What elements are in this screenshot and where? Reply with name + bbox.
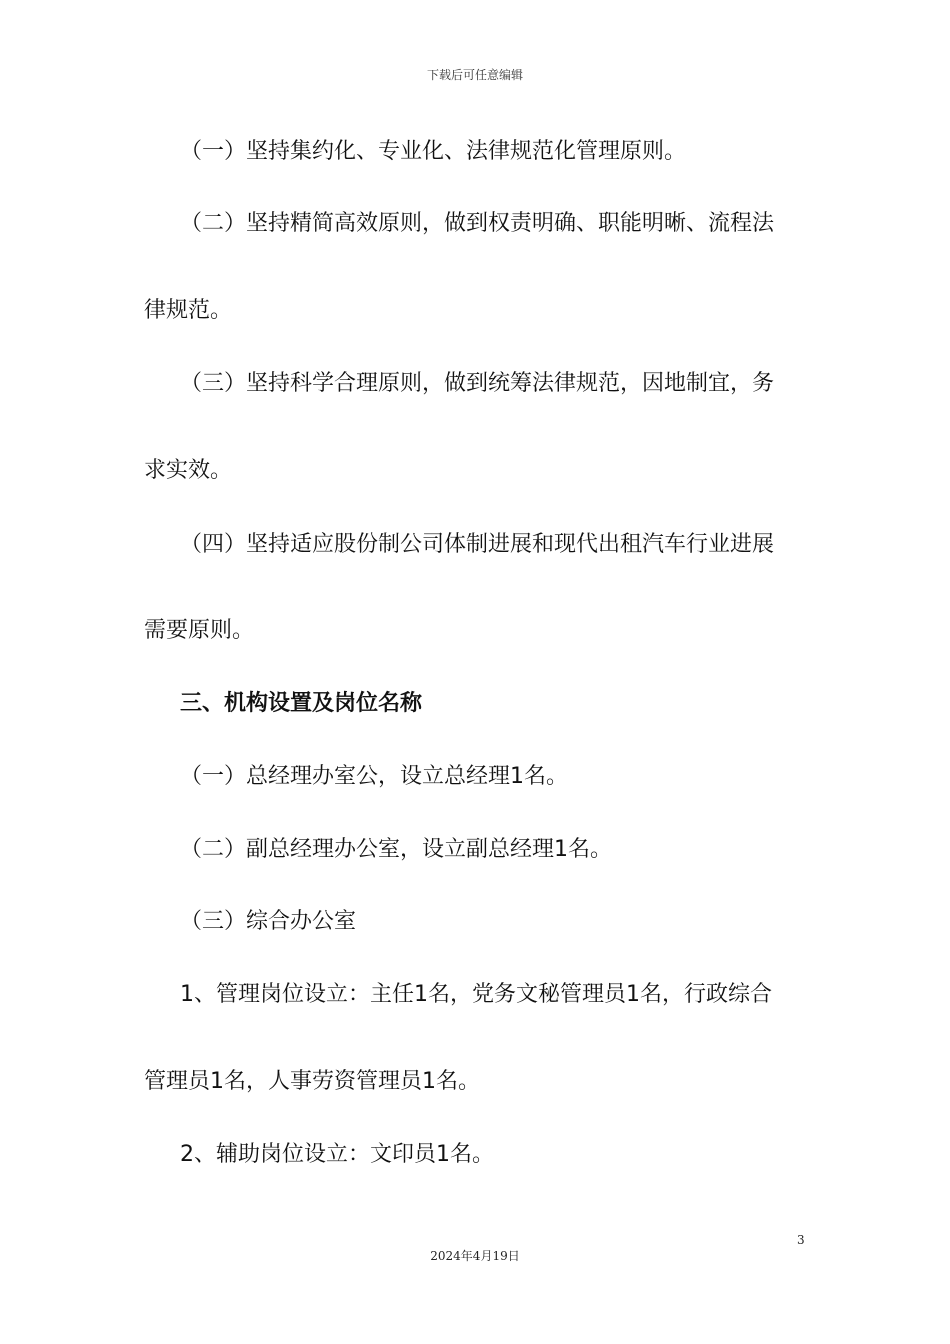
paragraph-general-office: （三）综合办公室 [180,909,357,934]
paragraph-management-posts-line-1: 1、管理岗位设立：主任1名，党务文秘管理员1名，行政综合 [180,982,772,1007]
section-heading-organization: 三、机构设置及岗位名称 [180,691,423,716]
paragraph-principle-3-line-1: （三）坚持科学合理原则，做到统筹法律规范，因地制宜，务 [180,371,775,396]
paragraph-management-posts-line-2: 管理员1名，人事劳资管理员1名。 [144,1069,480,1094]
paragraph-principle-4-line-1: （四）坚持适应股份制公司体制进展和现代出租汽车行业进展 [180,532,775,557]
paragraph-deputy-gm-office: （二）副总经理办公室，设立副总经理1名。 [180,837,612,862]
paragraph-auxiliary-posts: 2、辅助岗位设立：文印员1名。 [180,1142,494,1167]
paragraph-principle-3-line-2: 求实效。 [144,458,233,483]
page-number: 3 [797,1233,805,1247]
paragraph-principle-2-line-1: （二）坚持精简高效原则，做到权责明确、职能明晰、流程法 [180,211,775,236]
page-header-note: 下载后可任意编辑 [426,68,523,82]
paragraph-principle-1: （一）坚持集约化、专业化、法律规范化管理原则。 [180,139,687,164]
paragraph-principle-2-line-2: 律规范。 [144,298,233,323]
paragraph-principle-4-line-2: 需要原则。 [144,618,255,643]
paragraph-gm-office: （一）总经理办室公，设立总经理1名。 [180,764,568,789]
footer-date: 2024年4月19日 [430,1249,520,1263]
